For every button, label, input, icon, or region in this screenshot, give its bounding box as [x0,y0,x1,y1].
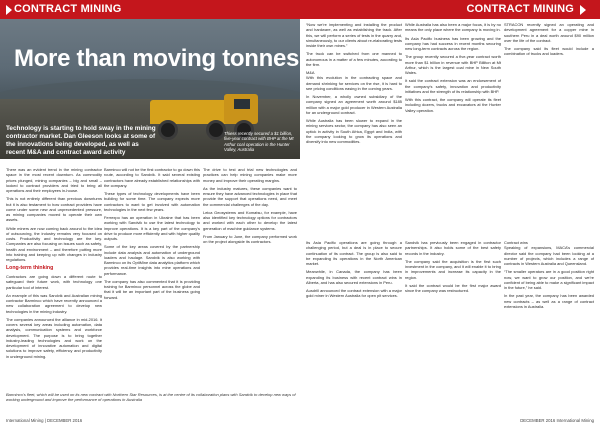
paragraph: Ausdrill announced the contract extension with a major gold miner in Western Australia for open pit services. [306,288,402,299]
right-column-1 [306,22,402,147]
subheading-ma: M&A [306,70,315,75]
paragraph: Contractors are going down a different route to safeguard their future work, with technology one particular tool of interest. [6,274,102,290]
paragraph: While Australia has also been a major focus, it is by no means the only place where the company is moving in. [405,22,501,33]
paragraph: The drive to test and trial new technologies and practices can help mining companies make more money and improve their operating margins. [203,167,297,183]
paragraph: In November, a wholly owned subsidiary of the company signed an agreement worth around $185 million with a major gold producer in Western Australia for an underground contract. [306,94,402,115]
paragraph: With this contract, the company will operate its fleet including dozers, trucks and excavators at the Hunter Valley operation. [405,97,501,113]
paragraph: With this evolution in the contracting space and demand shrinking for services on the rise, it is hard to see pricing conditions easing in the coming years. [306,75,402,91]
paragraph: While miners are now coming back around to the idea of outsourcing, the industry remains very focused on costs. Productivity and technology are the key. Companies are also focusing on issues such as safety, health and environment – and therefore putting more into training and keeping up with changes in industry regulations. [6,225,102,262]
paragraph: This is not entirely different than previous downturns but it is also testament to how contract providers have come under some new and unprecedented pressure, as mining companies moved to operate their own assets. [6,196,102,223]
hero-image [0,19,300,159]
arrow-marker-icon [6,5,12,15]
paragraph: Barminco will not be the first contractor to go down this route, according to Sandvik. It said several existing contractors have already established relationships with the company. [104,167,200,188]
paragraph: “Now we’re implementing and installing the product and hardware, as well as establishing the track. After this, we will perform a series of tests in the quarry and, simultaneously, to our clients about re-elaborating tests inside their own mines.” [306,22,403,48]
paragraph: From January to June, the company performed work on the project alongside its contractors. [203,233,297,244]
right-column-2 [405,22,501,116]
paragraph: It said the contract would be the first major award since the company was restructured. [405,282,501,293]
paragraph: An example of this was Sandvik and Australian mining contractor Barminco which have recently announced a new collaboration agreement to develop new technologies in the mining industry. [6,292,102,314]
left-column-1 [6,167,102,362]
paragraph: The companies announced the alliance in mid-2016. It covers several key areas including automation, data analysis, communication systems and workforce development. The purpose is to bring together industry-leading technologies and work on the development of innovative automation and digital solutions to improve safety, efficiency and productivity in underground mining. [6,316,102,359]
paragraph: STRACON recently signed an operating and development agreement for a copper mine in southern Peru in a deal worth around $90 million over the life of the contract. [504,22,594,43]
paragraph: It said the contract extension was an endorsement of the company’s safety, innovation and productivity initiatives and the strength of its relationship with BHP. [405,78,501,94]
paragraph: The truck can be switched from one manned to autonomous in a matter of a few minutes, according to the firm. [306,51,402,67]
right-column-lower-2 [405,240,501,296]
section-header-bar [300,0,600,19]
paragraph: Meanwhile, in Canada, the company has been expanding its business with recent contract wins in Alberta, and has also secured extensions in Peru. [306,269,402,285]
paragraph: The company said its fleet would include a combination of trucks and loaders. [504,46,594,57]
paragraph: In the past year, the company has been awarded new contracts – as well as a range of contract extensions in Australia. [504,293,594,309]
article-standfirst: Technology is starting to hold sway in the mining contractor market. Dan Gleeson looks at some of the innovations being developed, as well as recent M&A and contract award activity [6,125,156,156]
arrow-marker-icon [580,5,586,15]
section-header-bar [0,0,300,19]
paragraph: Sandvik has previously been engaged in contractor partnerships. It also holds some of the best safety records in the industry. [405,240,501,256]
paragraph: The company has also commented that it is providing training for Barminco personnel across the globe and that it will be an important part of the business going forward. [104,278,200,300]
photo-caption: Barminco’s fleet, which will be used on its new contract with Northern Star Resources, is at the centre of its collaboration plans with Sandvik to develop new ways of working underground and improve the performance of operations in Australia [6,392,296,403]
paragraph: Speaking of expansions, MACA’s commercial director said the company had been looking at a number of projects, which includes a range of contracts in Western Australia and Queensland. [504,245,594,266]
section-label: CONTRACT MINING [14,3,122,15]
paragraph: Leica Geosystems and Komatsu, for example, have also identified key technology options for contractors and worked with each other to develop the latest generation of machine guidance systems. [203,209,297,231]
right-column-lower-3 [504,240,594,312]
paragraph: “The smaller operators are in a good position right now, we want to grow our position, and we’re confident of being able to make a significant impact in the future,” he said. [504,269,594,290]
left-column-3 [203,167,297,247]
paragraph: The group recently secured a five-year contract worth more than $1 billion in revenue with BHP Billiton at Mt Arthur, which is the largest coal mine in New South Wales. [405,54,501,75]
subheading-contract-wins: Contract wins [504,240,528,245]
right-column-3 [504,22,594,60]
paragraph: As the industry matures, these companies want to ensure they have advanced technologies in place that provide the support that operations need, and meet the commercial challenges of the day. [203,185,297,207]
paragraph: The company said the acquisition is the first such investment in the company, and it will enable it to bring in improvements and increase its capacity in the region. [405,258,501,280]
subheading-long-term-thinking: Long-term thinking [6,265,54,272]
paragraph: Ferrexpo has an operation in Ukraine that has been working with Sandvik to use the latest technology to improve operations. It is a key part of the company’s drive to produce more efficiently and with higher quality outputs. [104,215,201,241]
page-footer: International Mining | DECEMBER 2016 [6,418,83,423]
article-title: More than moving tonnes [14,45,300,72]
right-column-lower-1 [306,240,402,302]
paragraph: There was an evident trend in the mining contractor space in the most recent downturn. As commodity prices plunged, mining companies – big and small – looked to contract providers and tried to bring all operations and their employees in-house. [6,167,102,193]
right-page [300,0,600,425]
paragraph: Some of the key areas covered by the partnership include data analysis and automation of underground loaders and haulage. Sandvik is also working with Barminco on its OptiMine data analytics platform which provides real-time insights into mine operations and performance. [104,244,200,276]
paragraph: While Australia has been slower to expand in the mining services sector, the company has also seen an uptick in activity in South Africa, Egypt and India, with the company looking to grow its operations and diversify into new commodities. [306,118,402,144]
left-column-2 [104,167,200,303]
paragraph: Its Asia Pacific operations are going through a challenging period, but a deal is in place to secure continuation of its contract. The group is also said to be expanding its operations in the North American market. [306,240,402,266]
page-footer: DECEMBER 2016 International Mining [520,418,594,423]
hero-caption: Thiess recently secured a $1 billion, five-year contract with BHP at the Mt Arthur coal operation in the Hunter Valley, Australia [224,131,294,153]
paragraph: These types of technology developments have been building for some time. The company expects more contractors to want to get involved with automation technologies in the next few years. [104,191,200,212]
section-label: CONTRACT MINING [466,3,574,15]
paragraph: Its Asia Pacific business has been growing and the company has had success in recent months securing new long-term contracts across the region. [405,35,501,51]
